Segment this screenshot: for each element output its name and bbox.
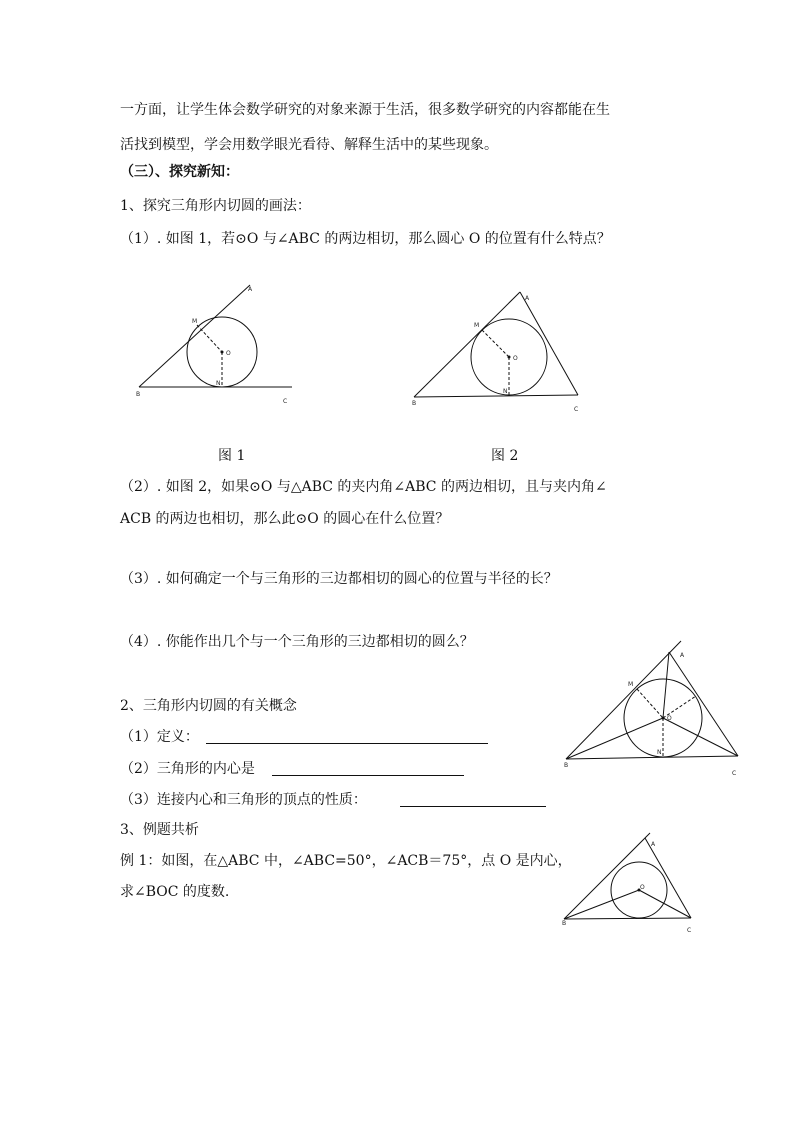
fig1-label-c: C — [283, 398, 288, 405]
part1-title: 1、探究三角形内切圆的画法： — [120, 198, 311, 214]
figure-2-caption: 图 2 — [491, 448, 519, 464]
part3-title: 3、例题共析 — [120, 822, 199, 838]
fig4-label-c: C — [687, 927, 692, 934]
question-2-line-1: （2）. 如图 2，如果⊙O 与△ABC 的夹内角∠ABC 的两边相切，且与夹内角∠ — [120, 479, 607, 495]
fig2-label-n: N — [503, 388, 508, 395]
fig1-label-n: N — [216, 380, 221, 387]
fig1-label-b: B — [136, 391, 141, 398]
fig2-label-o: O — [513, 355, 518, 362]
question-1: （1）. 如图 1，若⊙O 与∠ABC 的两边相切，那么圆心 O 的位置有什么特点？ — [120, 231, 611, 247]
example-line-1: 例 1：如图，在△ABC 中，∠ABC=50°，∠ACB＝75°，点 O 是内心， — [120, 853, 572, 869]
fig2-label-a: A — [525, 295, 530, 302]
fig2-label-c: C — [574, 406, 579, 413]
figure-1-diagram — [136, 285, 292, 405]
figure-1-caption: 图 1 — [218, 448, 246, 464]
figure-2-diagram — [412, 292, 578, 413]
fig3-label-n: N — [657, 749, 662, 756]
question-3: （3）. 如何确定一个与三角形的三边都相切的圆心的位置与半径的长？ — [120, 571, 558, 587]
intro-line-1: 一方面，让学生体会数学研究的对象来源于生活，很多数学研究的内容都能在生 — [120, 102, 610, 118]
figure-3-diagram — [564, 641, 738, 777]
incenter-item: （2）三角形的内心是 — [120, 761, 255, 777]
fig1-label-m: M — [192, 318, 198, 325]
fig1-label-a: A — [248, 286, 253, 293]
fig3-label-c: C — [732, 770, 737, 777]
definition-item: （1）定义： — [120, 729, 199, 745]
question-4: （4）. 你能作出几个与一个三角形的三边都相切的圆么？ — [120, 634, 474, 650]
part2-title: 2、三角形内切圆的有关概念 — [120, 698, 297, 714]
fig3-label-o: O — [667, 715, 672, 722]
figure-4-diagram — [562, 833, 691, 934]
fig3-label-b: B — [564, 762, 569, 769]
fig4-label-o: O — [640, 884, 645, 891]
fig4-label-a: A — [651, 841, 656, 848]
property-item: （3）连接内心和三角形的顶点的性质： — [120, 792, 367, 808]
fig2-label-b: B — [412, 400, 417, 407]
example-line-2: 求∠BOC 的度数. — [120, 884, 230, 900]
fig2-label-m: M — [474, 322, 480, 329]
fig3-label-m: M — [628, 681, 634, 688]
fig4-label-b: B — [562, 920, 567, 927]
question-2-line-2: ACB 的两边也相切，那么此⊙O 的圆心在什么位置？ — [120, 511, 450, 527]
section-heading: （三）、探究新知： — [120, 164, 239, 180]
fig1-label-o: O — [226, 350, 231, 357]
intro-line-2: 活找到模型，学会用数学眼光看待、解释生活中的某些现象。 — [120, 137, 498, 153]
fig3-label-a: A — [680, 652, 685, 659]
